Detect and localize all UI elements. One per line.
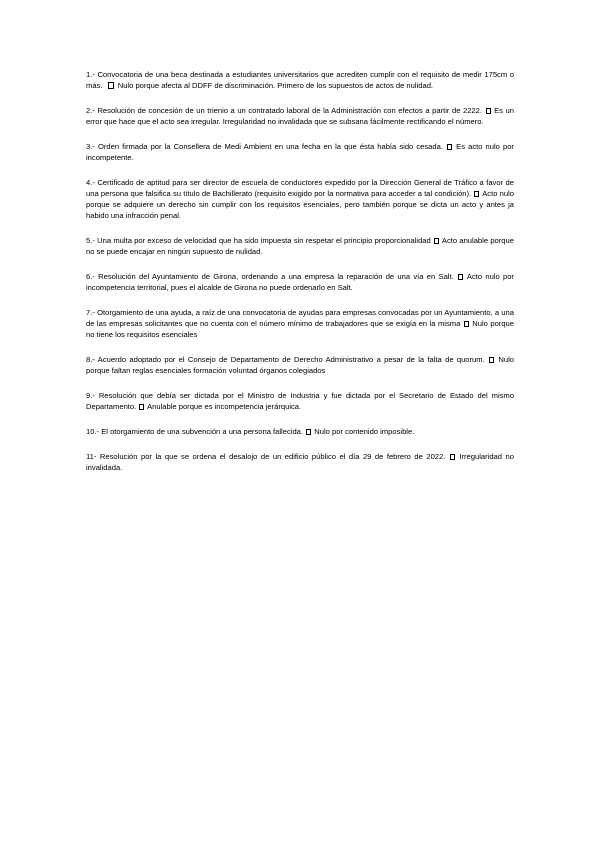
item-question: Orden firmada por la Consellera de Medi Ambient en una fecha en la que ésta había sido cesada. (97, 142, 443, 151)
item-question: Resolución que debía ser dictada por el Ministro de Industria y fue dictada por el Secretario de Estado del mismo Departamento. (86, 391, 514, 411)
item-answer: Acto anulable porque no se puede encajar en ningún supuesto de nulidad. (86, 236, 514, 256)
list-item (86, 390, 514, 412)
checkbox-icon (447, 144, 452, 150)
item-answer: Acto nulo porque se adquiere un derecho sin cumplir con los requisitos esenciales, pero también porque se dicta un acto y antes ja habido una infracción penal. (86, 189, 514, 220)
list-item (86, 354, 514, 376)
list-item (86, 69, 514, 91)
item-number: 7.- (86, 308, 95, 317)
list-item (86, 105, 514, 127)
item-answer: Nulo porque no tiene los requisitos esenciales (86, 319, 515, 339)
checkbox-icon (474, 191, 479, 197)
checkbox-icon (486, 108, 491, 114)
item-answer: Acto nulo por incompetencia territorial, pues el alcalde de Girona no puede ordenarlo en Salt. (86, 272, 514, 292)
item-answer: Nulo porque afecta al DDFF de discriminación. Primero de los supuestos de actos de nulidad. (117, 81, 434, 90)
item-answer: Irregularidad no invalidada. (86, 452, 514, 472)
checkbox-icon (139, 404, 144, 410)
item-number: 8.- (86, 355, 95, 364)
item-question: Convocatoria de una beca destinada a estudiantes universitarios que acrediten cumplir con el requisito de medir 175cm o más. (86, 70, 514, 90)
list-item (86, 307, 514, 340)
item-answer: Es un error que hace que el acto sea irregular. Irregularidad no invalidada que se subsana fácilmente rectificando el número. (86, 106, 514, 126)
item-question: Resolución del Ayuntamiento de Girona, ordenando a una empresa la reparación de una vía en Salt. (98, 272, 454, 281)
item-answer: Anulable porque es incompetencia jerárquica. (147, 402, 302, 411)
item-number: 3.- (86, 142, 95, 151)
item-number: 9.- (86, 391, 95, 400)
item-question: El otorgamiento de una subvención a una persona fallecida. (101, 427, 304, 436)
checkbox-icon (458, 274, 463, 280)
checkbox-icon (489, 357, 494, 363)
item-question: Otorgamiento de una ayuda, a raíz de una convocatoria de ayudas para empresas convocadas por un Ayuntamiento, a una de las empresas solicitantes que no cuenta con el número mínimo de trabajadores que se exigía en la misma (86, 308, 514, 328)
item-answer: Es acto nulo por incompetente. (86, 142, 514, 162)
item-answer: Nulo por contenido imposible. (314, 427, 415, 436)
item-number: 5.- (86, 236, 95, 245)
item-question: Una multa por exceso de velocidad que ha sido impuesta sin respetar el principio proporcionalidad (97, 236, 431, 245)
item-answer: Nulo porque faltan reglas esenciales formación voluntad órganos colegiados (86, 355, 514, 375)
checkbox-icon (450, 454, 455, 460)
checkbox-icon (108, 82, 114, 89)
item-number: 4.- (86, 178, 95, 187)
item-number: 11- (86, 452, 97, 461)
item-number: 1.- (86, 70, 95, 79)
item-number: 6.- (86, 272, 95, 281)
list-item (86, 235, 514, 257)
document-page (86, 69, 514, 487)
item-question: Resolución de concesión de un trienio a un contratado laboral de la Administración con efectos a partir de 2222. (97, 106, 482, 115)
list-item (86, 271, 514, 293)
item-question: Acuerdo adoptado por el Consejo de Departamento de Derecho Administrativo a pesar de la falta de quorum. (97, 355, 485, 364)
checkbox-icon (434, 238, 439, 244)
checkbox-icon (464, 321, 469, 327)
list-item (86, 426, 514, 437)
item-number: 2.- (86, 106, 95, 115)
checkbox-icon (306, 429, 311, 435)
item-question: Certificado de aptitud para ser director de escuela de conductores expedido por la Dirección General de Tráfico a favor de una persona que falsifica su título de Bachillerato (requisito exigido por la normativa para acceder a tal condición). (86, 178, 514, 198)
list-item (86, 141, 514, 163)
list-item (86, 451, 514, 473)
item-question: Resolución por la que se ordena el desalojo de un edificio público el día 29 de febrero de 2022. (99, 452, 446, 461)
list-item (86, 177, 514, 221)
item-number: 10.- (86, 427, 100, 436)
